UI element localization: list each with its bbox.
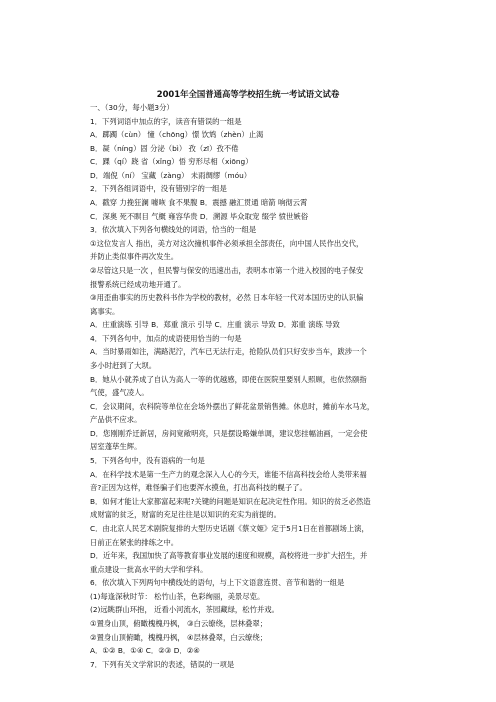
- question-3: 3．依次填入下列各句横线处的词语，恰当的一组是: [90, 225, 257, 235]
- passage-line: 离事实。: [90, 306, 120, 316]
- option-line: B．凝（níng）固 分泌（bì） 孜（zī）孜不倦: [90, 143, 239, 153]
- option-line: 音?正因为这样，难怪骗子们也要浑水摸鱼，打出高科技的幌子了。: [90, 483, 307, 493]
- option-line: 重点建设一批高水平的大学和学科。: [90, 564, 208, 574]
- option-line: 日前正在紧张的排练之中。: [90, 537, 179, 547]
- option-line: A．戳穿 力挽狂澜 噱咴 食不果腹 B．震撼 融汇贯通 暗箭 响彻云霄: [90, 198, 308, 208]
- exam-title: 2001年全国普通高等学校招生统一考试语文试卷: [156, 89, 340, 99]
- passage-line: ①这位发言人 指出，美方对这次撞机事件必须承担全部责任，向中国人民作出交代，: [90, 238, 364, 248]
- option-line: C．由北京人民艺术剧院复排的大型历史话剧《蔡文姬》定于5月1日在首都剧场上演，: [90, 523, 369, 533]
- question-6: 6．依次填入下列两句中横线处的语句，与上下文语意连贯、音节和谐的一组是: [90, 578, 345, 588]
- choice-line: ①置身山顶，俯瞰槐槐丹枫， ③白云缭绕，层林叠翠；: [90, 618, 268, 628]
- option-line: B．她从小就养成了自认为高人一等的优越感，即使在医院里要别人照顾，也依然颐指: [90, 374, 367, 384]
- option-line: A．庄重演练 引导 B．郑重 演示 引导 C．庄重 演示 导致 D．郑重 演练 导致: [90, 320, 340, 330]
- option-line: 产品供不应求。: [90, 415, 142, 425]
- option-line: A．在科学技术是第一生产力的观念深入人心的今天，谁能不信高科技会给人类带来福: [90, 469, 367, 479]
- passage-line: ③用歪曲事实的历史教科书作为学校的教材，必然 日本年轻一代对本国历史的认识偏: [90, 293, 364, 303]
- option-line: C．会议期间，农科院等单位在会场外摆出了鲜花盆景销售摊。休息时，摊前车水马龙，: [90, 401, 375, 411]
- question-5: 5．下列各句中，没有语病的一句是: [90, 456, 205, 466]
- option-line: 居室蓬荜生辉。: [90, 442, 142, 452]
- passage-line: 报警系统已经成功地开通了。: [90, 279, 186, 289]
- option-line: A．①② B．①④ C．②③ D．②④: [90, 646, 200, 656]
- option-line: D．端倪（ní） 宝藏（zàng） 未雨绸缪（móu）: [90, 170, 252, 180]
- question-7: 7．下列有关文学常识的表述，错误的一项是: [90, 659, 235, 669]
- section-heading: 一、（30分，每小题3分）: [90, 103, 174, 112]
- option-line: D．近年来，我国加快了高等教育事业发展的速度和规模，高校将进一步扩大招生，并: [90, 551, 368, 561]
- option-line: B．如何才能让大家都富起来呢?关键的问题是知识在起决定性作用。知识的贫乏必然造: [90, 496, 371, 506]
- question-2: 2．下列各组词语中，没有错别字的一组是: [90, 184, 227, 194]
- passage-line: ②尽管这只是一次 ，但民警与保安的迅速出击，表明本市第一个进入校园的电子保安: [90, 265, 364, 275]
- option-line: A．踯躅（cùn） 憧（chōng）憬 饮鸩（zhèn）止渴: [90, 130, 264, 140]
- option-line: C．踝（qí）跷 省（xǐng）悟 穷形尽相（xiōng）: [90, 157, 253, 167]
- option-line: C．深奥 死不瞑目 气概 雍容华贵 D．溯源 毕众取宠 缀学 愤世嫉俗: [90, 211, 309, 221]
- option-line: 成财富的贫乏，财富的充足往往是以知识的充实为前提的。: [90, 510, 281, 520]
- option-line: 多小时赶到了大坝。: [90, 360, 157, 370]
- option-line: A．当时暴雨如注，满路泥泞，汽车已无法行走，抢险队员们只好安步当车，跋涉一个: [90, 347, 367, 357]
- option-line: 气使，盛气凌人。: [90, 388, 149, 398]
- option-line: D．您刚刚乔迁新居，房间宽敞明亮，只是摆设略嫌单调，建议您挂幅油画，一定会使: [90, 428, 368, 438]
- passage-line: (2)远眺群山环抱， 近看小河流水，茶园藏绿，松竹并戏。: [90, 605, 279, 615]
- choice-line: ②置身山顶俯瞰，槐槐丹枫， ④层林叠翠，白云缭绕；: [90, 632, 268, 642]
- passage-line: 并防止类似事件再次发生。: [90, 252, 179, 262]
- question-4: 4．下列各句中，加点的成语使用恰当的一句是: [90, 333, 242, 343]
- exam-body: [90, 101, 420, 671]
- question-1: 1．下列词语中加点的字，读音有错误的一组是: [90, 116, 242, 126]
- passage-line: (1)每逢深秋时节： 松竹山茶，色彩绚丽，美景尽览。: [90, 591, 265, 601]
